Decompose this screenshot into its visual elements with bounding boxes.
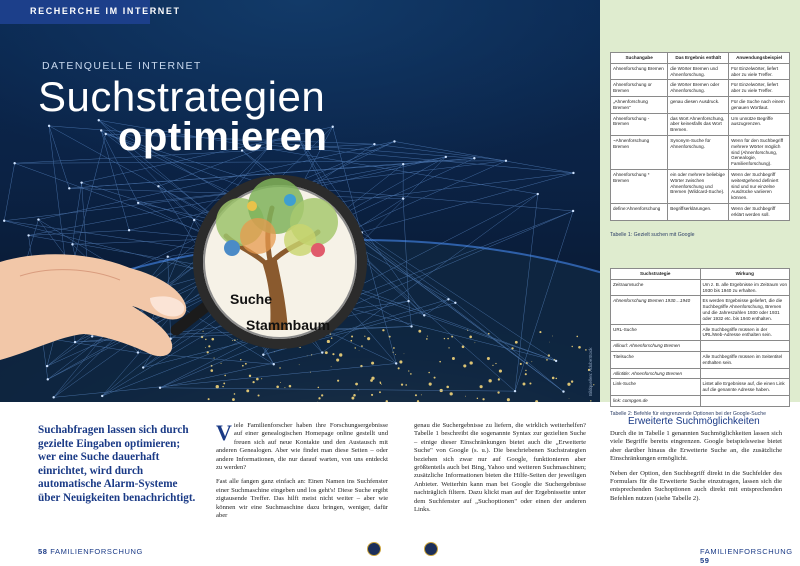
table-cell: die Wörter Bremen und Ahnenforschung. [668,63,729,80]
table-cell: Ahnenforschung -Bremen [611,113,668,135]
table-row [611,341,790,352]
table-cell: Wenn der Suchbegriff weitestgehend definiert sind und nur einzelne Ausdrücke variieren können. [729,169,790,203]
table-row [611,351,790,368]
paragraph: Durch die in Tabelle 1 genannten Suchmöglichkeiten lassen sich viele Begriffe bereits eingrenzen. Google beispielsweise bietet aber darüber hinaus die Erweiterte Suche an, die zusätzliche Einschränkungen ermöglicht. [610,430,782,463]
footer-left [38,547,143,556]
table-cell [700,395,790,406]
table-cell: Für Einzelwörter, liefert aber zu viele Treffer. [729,63,790,80]
table-cell: Wenn für den Suchbegriff mehrere Wörter möglich sind (Ahnenforschung, Genealogie, Familienforschung). [729,135,790,169]
table-cell: URL-Suche [611,324,701,341]
table-cell: Für Einzelwörter, liefert aber zu viele Treffer. [729,80,790,97]
table-cell: Allinurl: Ahnenforschung Bremen [611,341,701,352]
paragraph: Fast alle fangen ganz einfach an: Einen Namen ins Suchfenster einer Suchmaschine eingeben und los geht's! Diese Suche ergibt zigtausende Treffer. Das hilft meist nicht weiter – aber wie können wir eine Suchmaschine dazu bringen, weniger, dafür aber [216,478,388,520]
table-cell [700,341,790,352]
photo-credit: Bildquellen: AdobeStock [588,347,593,396]
title-line-2: optimieren [118,115,328,159]
page-number: 58 [38,547,48,556]
body-column-3 [610,430,782,509]
magnifier-label-1: Suche [230,291,273,307]
table-cell: Wenn der Suchbegriff erklärt werden soll. [729,203,790,220]
table-cell: ein oder mehrere beliebige Wörter zwischen Ahnenforschung und Bremen (Wildcard-Suche). [668,169,729,203]
section-heading: Erweiterte Suchmöglichkeiten [628,416,760,427]
table-cell: das Wort Ahnenforschung, aber keinesfalls das Wort Bremen. [668,113,729,135]
table-1 [610,52,790,221]
table-cell: Alle Suchbegriffe müssen im Seitentitel enthalten sein. [700,351,790,368]
table-row [611,135,790,169]
table-2-caption: Tabelle 2: Befehle für eingrenzende Optionen bei der Google-Suche [610,411,767,417]
table-cell: ~Ahnenforschung Bremen [611,135,668,169]
paragraph: Neben der Option, den Suchbegriff direkt in die Suchfelder des Formulars für die Erweiterte Suche einzutragen, lassen sich die entsprechenden Suchoptionen auch direkt mit entsprechenden Befehlen nutzen (siehe Tabelle 2). [610,469,782,502]
table-cell: Synonym-Suche für Ahnenforschung. [668,135,729,169]
title-line-1: Suchstrategien [38,73,326,120]
source-line: DATENQUELLE INTERNET [42,60,202,72]
table-cell: Um z. B. alle Ergebnisse im Zeitraum von 1930 bis 1940 zu erhalten. [700,279,790,296]
table-row [611,368,790,379]
body-column-2 [414,422,586,520]
table-row [611,80,790,97]
table-row [611,63,790,80]
table-1-caption: Tabelle 1: Gezielt suchen mit Google [610,232,695,238]
table-row [611,203,790,220]
table-cell: „Ahnenforschung Bremen" [611,96,668,113]
footer-right [700,547,800,565]
table-cell: Für die Suche nach einem genauen Wortlaut. [729,96,790,113]
table-row [611,279,790,296]
table-cell: Link-Suche [611,379,701,396]
table-cell: genau diesen Ausdruck. [668,96,729,113]
table-cell: Es werden Ergebnisse geliefert, die die Suchbegriffe Ahnenforschung, Bremen und die Jahreszahlen 1930 oder 1931 oder 1932 etc. bis 1940 enthalten. [700,296,790,324]
logo-icon [367,542,381,556]
table-row [611,379,790,396]
table-2 [610,268,790,407]
table-row [611,324,790,341]
magazine-title: FAMILIENFORSCHUNG [50,547,143,556]
table-cell: Allintitle: Ahnenforschung Bremen [611,368,701,379]
table-row [611,169,790,203]
table-2-header: Wirkung [700,269,790,280]
table-cell: Listet alle Ergebnisse auf, die einen Link auf die genannte Adresse haben. [700,379,790,396]
table-cell: die Wörter Bremen oder Ahnenforschung. [668,80,729,97]
table-row [611,296,790,324]
table-1-header: Anwendungsbeispiel [729,53,790,64]
table-row [611,113,790,135]
paragraph: genau die Suchergebnisse zu liefern, die wirklich weiterhelfen? Tabelle 1 beschreibt die sogenannte Syntax zur gezielten Suche – einige dieser Einschränkungen bietet auch die „Erweiterte Suche" von Google (s. u.). Die beschriebenen Suchstrategien beziehen sich zwar nur auf Google, funktionieren aber größtenteils auch bei Bing, Yahoo und weiteren Suchmaschinen; zusätzliche Informationen bieten die Hilfe-Seiten der jeweiligen Anbieter. Weiterhin kann man bei Google die Suchergebnisse nachträglich filtern. Dazu klickt man auf der Ergebnisseite unter dem Suchfenster auf „Suchoptionen" oder einen der anderen Links. [414,422,586,514]
body-column-1 [216,422,388,526]
table-1-header: Das Ergebnis enthält [668,53,729,64]
table-cell: Ahnenforschung Bremen 1930…1940 [611,296,701,324]
table-cell: Titelsuche [611,351,701,368]
table-row [611,96,790,113]
table-cell: Zeitraumsuche [611,279,701,296]
page-number: 59 [700,556,710,565]
paragraph: iele Familienforscher haben ihre Forschungsergebnisse auf einer genealogischen Homepage online gestellt und freuen sich auf neue Kontakte und den Austausch mit anderen Genealogen. Aber wie findet man diese Seiten – oder andere Informationen, die nur darauf warten, von uns entdeckt zu werden? [216,422,388,472]
table-cell: Ahnenforschung * Bremen [611,169,668,203]
table-1-header: Suchangabe [611,53,668,64]
lead-paragraph: Suchabfragen lassen sich durch gezielte Eingaben optimieren; wer eine Suche dauerhaft einrichtet, wird durch automatische Alarm-Systeme über Neuigkeiten benachrichtigt. [38,424,196,504]
magnifier-label-2: Stammbaum [246,317,331,333]
table-2-header: Suchstrategie [611,269,701,280]
section-kicker: RECHERCHE IM INTERNET [30,6,181,16]
table-cell: define:Ahnenforschung [611,203,668,220]
drop-cap: V [216,420,232,445]
table-cell [700,368,790,379]
magazine-title: FAMILIENFORSCHUNG [700,547,793,556]
logo-icon [424,542,438,556]
table-cell: Begriffserklärungen. [668,203,729,220]
table-cell: Um unnütze Begriffe auszugrenzen. [729,113,790,135]
table-row [611,395,790,406]
table-cell: Alle Suchbegriffe müssen in der URL/Web-Adresse enthalten sein. [700,324,790,341]
table-cell: Ahnenforschung Bremen [611,63,668,80]
table-cell: link: compgen.de [611,395,701,406]
table-cell: Ahnenforschung or Bremen [611,80,668,97]
